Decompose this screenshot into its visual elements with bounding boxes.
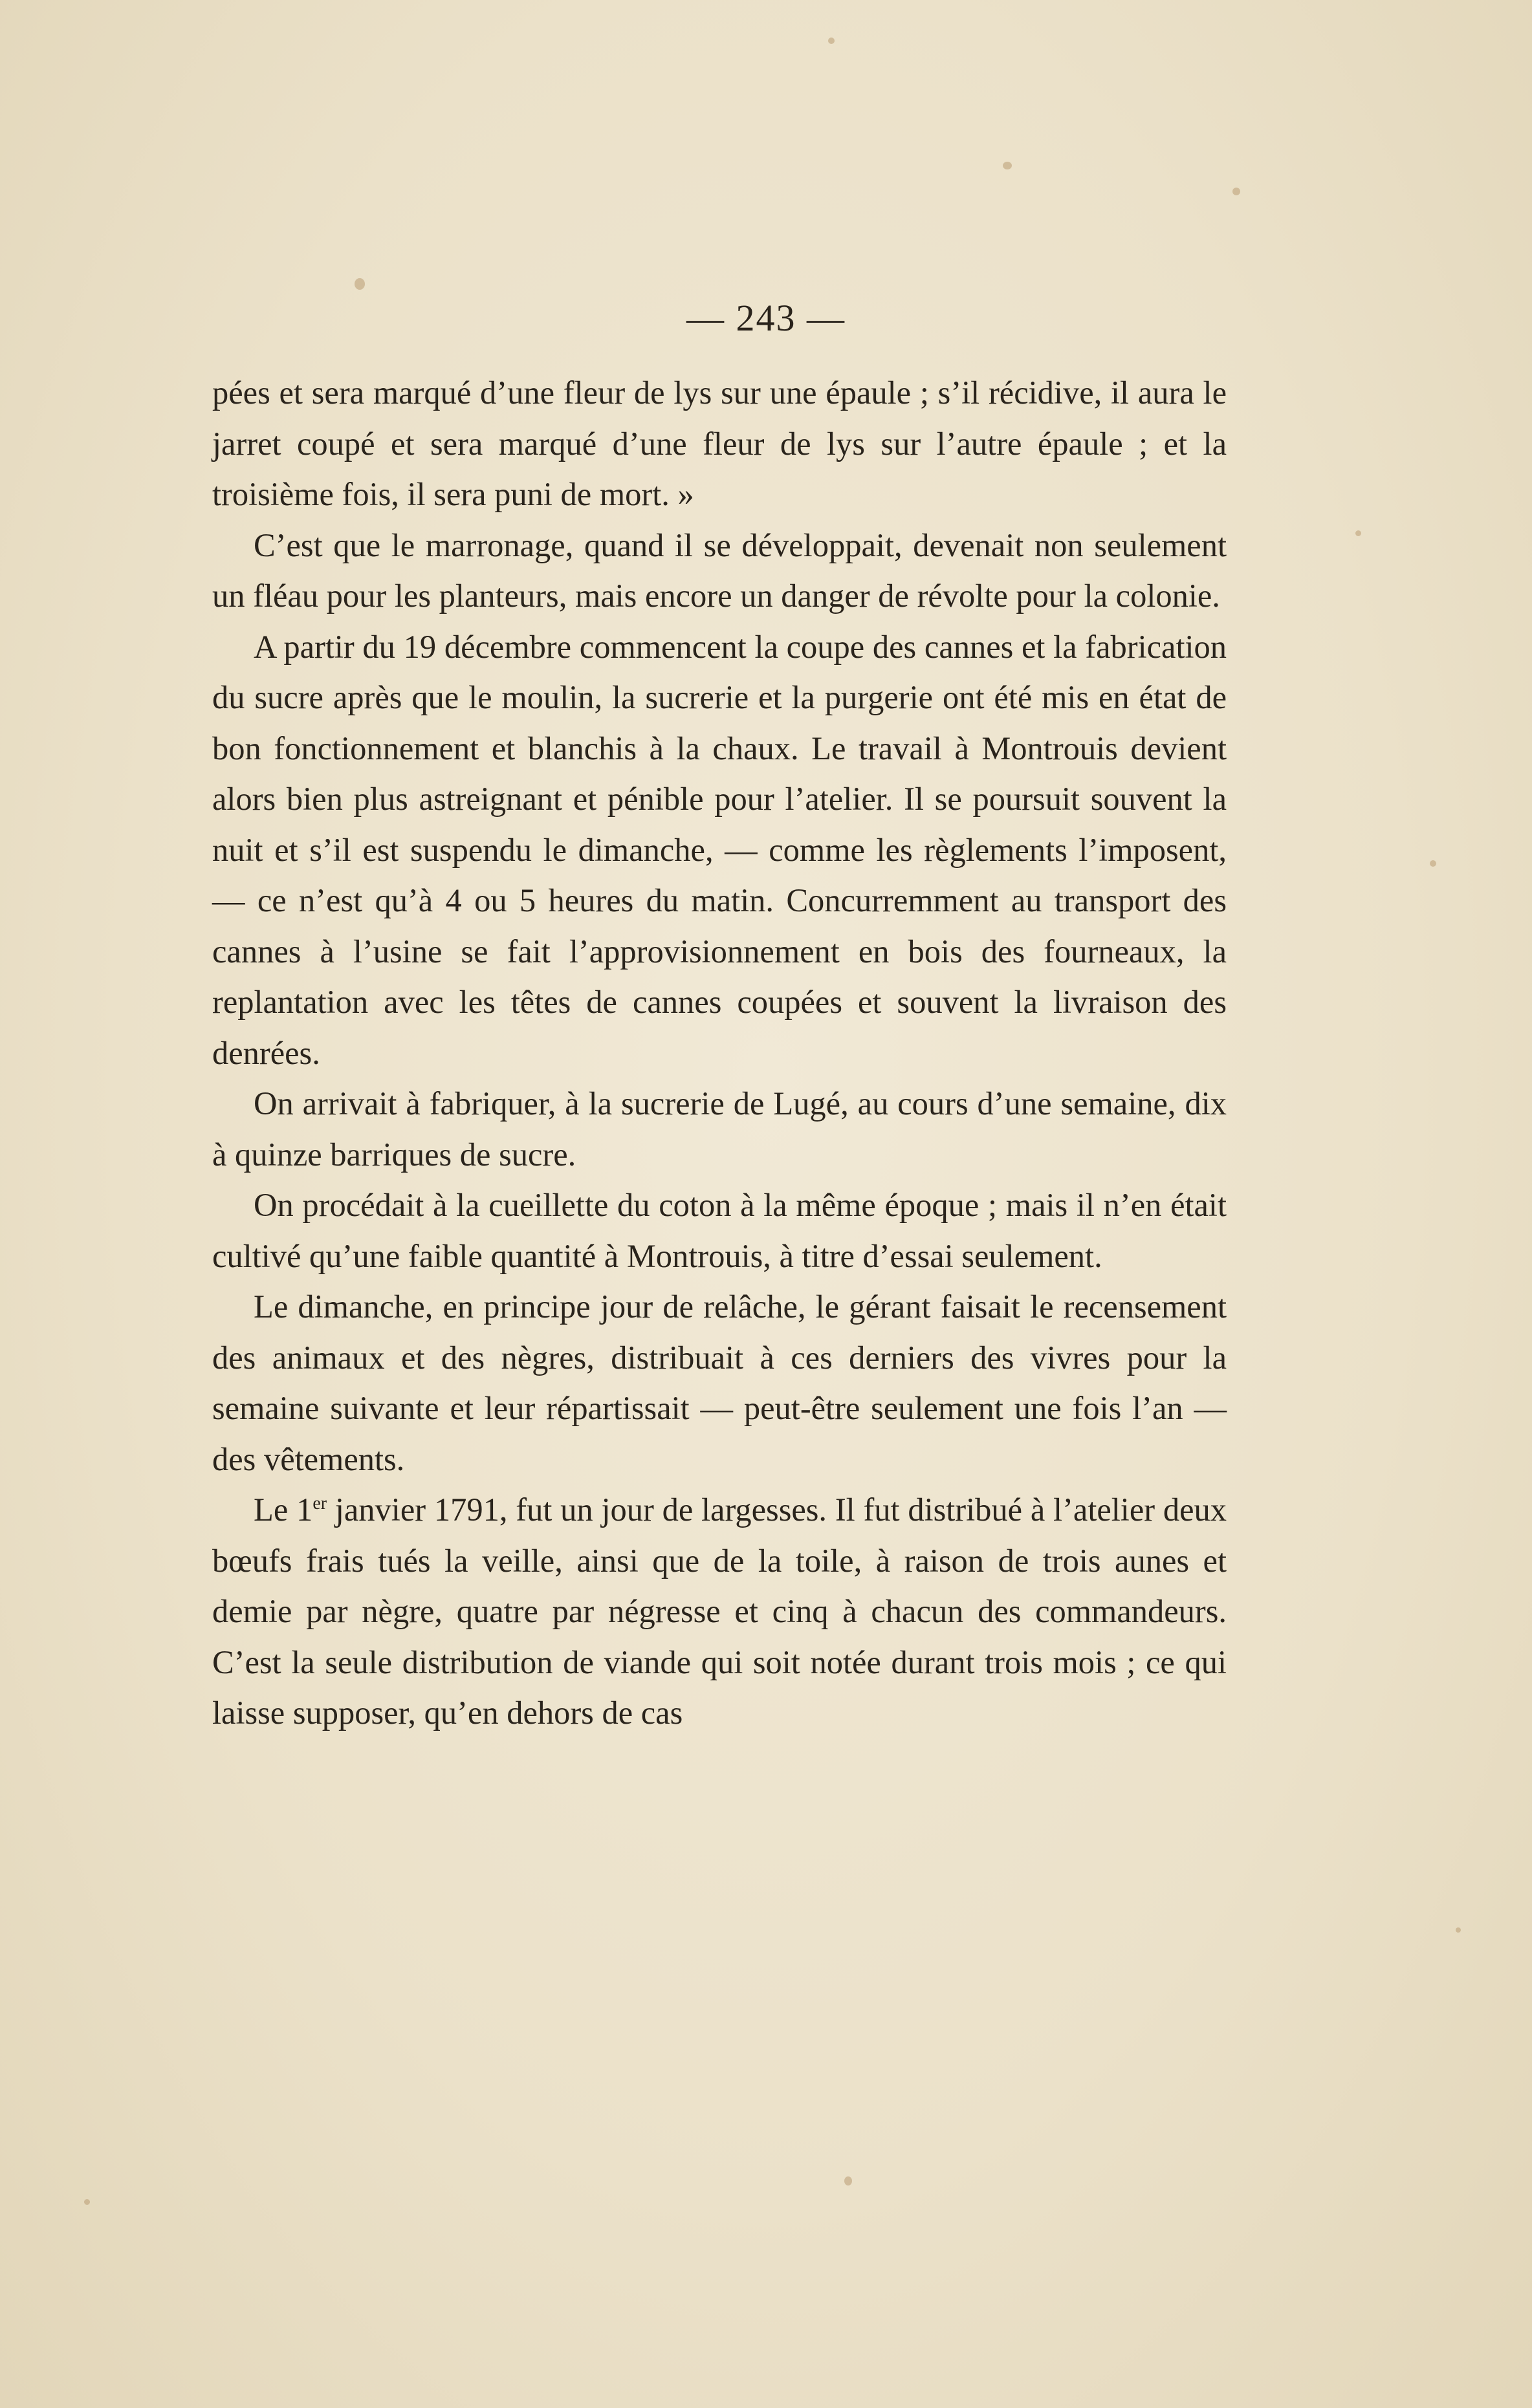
paragraph-7-start: Le 1	[254, 1491, 313, 1528]
foxing-speck	[844, 2176, 852, 2186]
foxing-speck	[355, 278, 365, 290]
superscript-er: er	[312, 1493, 327, 1514]
paragraph-3: A partir du 19 décembre commencent la coupe des cannes et la fabrication du sucre après que le moulin, la sucrerie et la purgerie ont été mis en état de bon fonctionnement et blanchis à la chaux. Le travail à Montrouis devient alors bien plus astreignant et pénible pour l’atelier. Il se poursuit souvent la nuit et s’il est suspendu le dimanche, — comme les règlements l’imposent, — ce n’est qu’à 4 ou 5 heures du matin. Concurremment au transport des cannes à l’usine se fait l’approvisionnement en bois des fourneaux, la replantation avec les têtes de cannes coupées et souvent la livraison des denrées.	[212, 628, 1227, 1071]
paragraph-1: pées et sera marqué d’une fleur de lys sur une épaule ; s’il récidive, il aura le jarret coupé et sera marqué d’une fleur de lys sur l’autre épaule ; et la troisième fois, il sera puni de mort. »	[212, 374, 1227, 512]
paragraph-2: C’est que le marronage, quand il se développait, devenait non seulement un fléau pour les planteurs, mais encore un danger de révolte pour la colonie.	[212, 526, 1227, 614]
foxing-speck	[84, 2199, 90, 2205]
foxing-speck	[1456, 1927, 1461, 1933]
foxing-speck	[1232, 188, 1240, 195]
foxing-speck	[1003, 162, 1012, 169]
paragraph-7-rest: janvier 1791, fut un jour de largesses. Il fut distribué à l’atelier deux bœufs frais tués la veille, ainsi que de la toile, à raison de trois aunes et demie par nègre, quatre par négresse et cinq à chacun des commandeurs. C’est la seule distribution de viande qui soit notée durant trois mois ; ce qui laisse supposer, qu’en dehors de cas	[212, 1491, 1227, 1731]
paragraph-4: On arrivait à fabriquer, à la sucrerie de Lugé, au cours d’une semaine, dix à quinze barriques de sucre.	[212, 1085, 1227, 1173]
body-text	[212, 367, 1227, 1739]
page-number: — 243 —	[686, 297, 846, 339]
foxing-speck	[1430, 860, 1436, 867]
paragraph-7	[212, 1484, 1227, 1739]
paragraph-5: On procédait à la cueillette du coton à la même époque ; mais il n’en était cultivé qu’une faible quantité à Montrouis, à titre d’essai seulement.	[212, 1187, 1227, 1274]
paragraph-6: Le dimanche, en principe jour de relâche, le gérant faisait le recensement des animaux et des nègres, distribuait à ces derniers des vivres pour la semaine suivante et leur répartissait — peut-être seulement une fois l’an — des vêtements.	[212, 1288, 1227, 1477]
foxing-speck	[1355, 530, 1361, 536]
foxing-speck	[828, 38, 835, 44]
